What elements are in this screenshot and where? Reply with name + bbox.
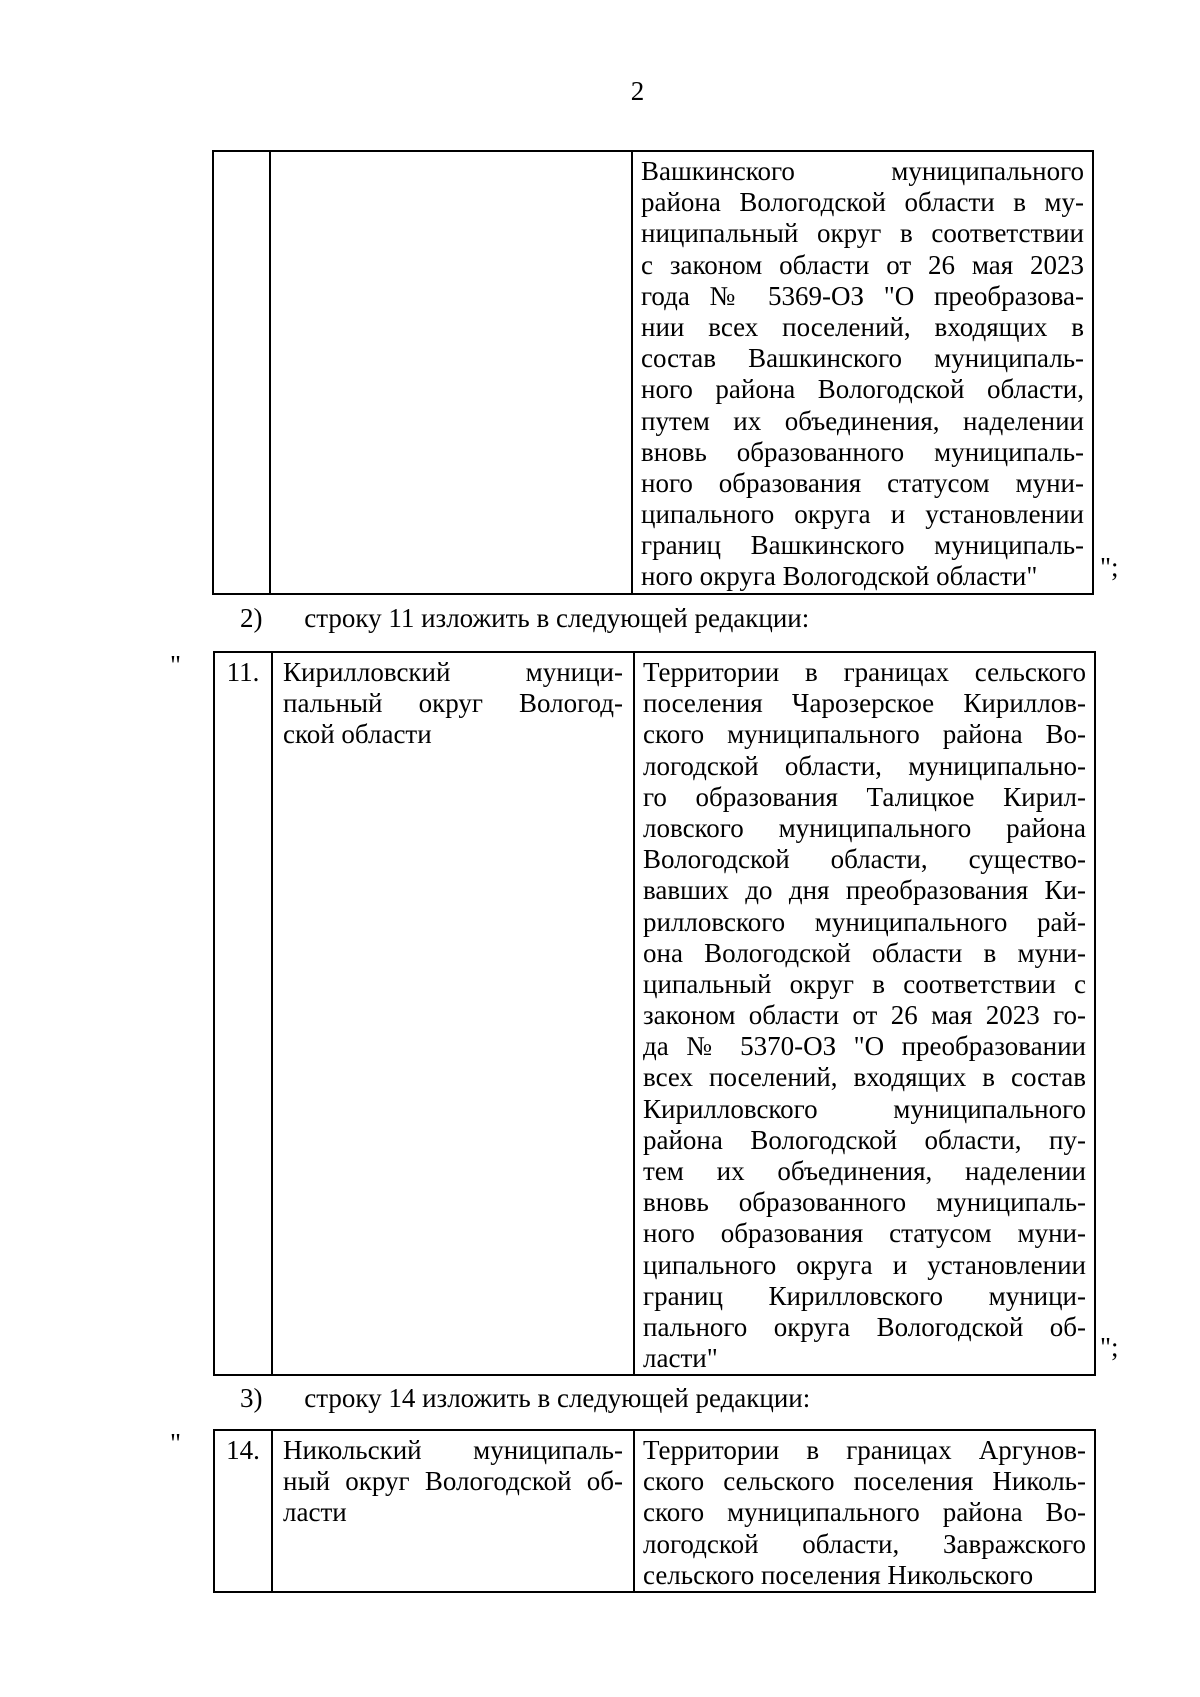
table-row-14 xyxy=(213,1429,1096,1593)
opening-quote-mark: " xyxy=(170,650,182,680)
text-line: ципального округа и установлении xyxy=(643,1249,1086,1280)
territory-description-text xyxy=(643,657,1086,1374)
territory-description-cell xyxy=(634,652,1095,1375)
row-number-cell xyxy=(213,151,270,594)
text-line: пальный округ Вологод- xyxy=(283,688,623,719)
text-line: Территории в границах Аргунов- xyxy=(643,1435,1086,1465)
municipality-name-text xyxy=(283,657,623,751)
municipality-name-cell xyxy=(272,652,634,1375)
text-line: ципального округа и установлении xyxy=(641,499,1084,530)
text-line: границ Вашкинского муниципаль- xyxy=(641,530,1084,561)
text-line: ского муниципального района Во- xyxy=(643,1497,1086,1528)
text-line: Никольский муниципаль- xyxy=(283,1435,623,1465)
text-line: ного образования статусом муни- xyxy=(643,1218,1086,1249)
text-line: вновь образованного муниципаль- xyxy=(641,436,1084,467)
amendment-item-2 xyxy=(240,603,809,634)
text-line: Кирилловский муници- xyxy=(283,657,623,687)
text-line: ласти" xyxy=(643,1343,718,1374)
text-line: путем их объединения, наделении xyxy=(641,405,1084,436)
territory-description-text xyxy=(643,1435,1086,1591)
amendment-item-3 xyxy=(240,1383,810,1414)
text-line: она Вологодской области в муни- xyxy=(643,937,1086,968)
text-line: тем их объединения, наделении xyxy=(643,1156,1086,1186)
municipality-name-cell xyxy=(272,1430,634,1592)
territory-description-text xyxy=(641,156,1084,593)
text-line: ный округ Вологодской об- xyxy=(283,1466,623,1497)
text-line: вновь образованного муниципаль- xyxy=(643,1187,1086,1218)
row-number-cell xyxy=(214,652,272,1375)
text-line: ского сельского поселения Николь- xyxy=(643,1466,1086,1497)
territory-description-cell xyxy=(632,151,1093,594)
text-line: нии всех поселений, входящих в xyxy=(641,311,1084,342)
text-line: вавших до дня преобразования Ки- xyxy=(643,875,1086,906)
text-line: ловского муниципального района xyxy=(643,812,1086,843)
closing-quote-mark: "; xyxy=(1100,552,1119,582)
territory-description-cell xyxy=(634,1430,1095,1592)
text-line: рилловского муниципального рай- xyxy=(643,906,1086,937)
opening-quote-mark: " xyxy=(170,1428,182,1458)
text-line: да № 5370-ОЗ "О преобразовании xyxy=(643,1031,1086,1062)
text-line: сельского поселения Никольского xyxy=(643,1559,1034,1590)
text-line: пального округа Вологодской об- xyxy=(643,1311,1086,1342)
text-line: законом области от 26 мая 2023 го- xyxy=(643,1000,1086,1031)
text-line: логодской области, муниципально- xyxy=(643,750,1086,781)
municipality-name-cell xyxy=(270,151,632,594)
item-number: 3) xyxy=(240,1383,263,1413)
text-line: ципальный округ в соответствии с xyxy=(643,968,1086,999)
item-number: 2) xyxy=(240,603,263,633)
text-line: ного образования статусом муни- xyxy=(641,467,1084,498)
text-line: ного района Вологодской области, xyxy=(641,374,1084,405)
page-number: 2 xyxy=(630,76,645,106)
text-line: Территории в границах сельского xyxy=(643,657,1086,687)
text-line: Вологодской области, существо- xyxy=(643,844,1086,875)
table-row-11 xyxy=(213,651,1096,1376)
row-number-cell xyxy=(214,1430,272,1592)
text-line: района Вологодской области в му- xyxy=(641,187,1084,218)
municipality-name-text xyxy=(283,1435,623,1529)
text-line: состав Вашкинского муниципаль- xyxy=(641,343,1084,374)
text-line: го образования Талицкое Кирил- xyxy=(643,781,1086,812)
row-number: 14. xyxy=(226,1435,260,1465)
text-line: ской области xyxy=(283,719,432,750)
text-line: с законом области от 26 мая 2023 xyxy=(641,249,1084,280)
text-line: года № 5369-ОЗ "О преобразова- xyxy=(641,280,1084,311)
table-row-continuation xyxy=(212,150,1094,595)
row-number: 11. xyxy=(226,657,260,687)
item-text: строку 14 изложить в следующей редакции: xyxy=(304,1383,811,1413)
text-line: ласти xyxy=(283,1497,347,1528)
text-line: района Вологодской области, пу- xyxy=(643,1124,1086,1155)
text-line: всех поселений, входящих в состав xyxy=(643,1062,1086,1093)
text-line: границ Кирилловского муници- xyxy=(643,1280,1086,1311)
text-line: логодской области, Завражского xyxy=(643,1528,1086,1559)
text-line: Вашкинского муниципального xyxy=(641,156,1084,186)
text-line: Кирилловского муниципального xyxy=(643,1093,1086,1124)
closing-quote-mark: "; xyxy=(1100,1332,1119,1362)
text-line: поселения Чарозерское Кириллов- xyxy=(643,688,1086,719)
item-text: строку 11 изложить в следующей редакции: xyxy=(304,603,810,633)
text-line: ского муниципального района Во- xyxy=(643,719,1086,750)
text-line: ниципальный округ в соответствии xyxy=(641,218,1084,249)
text-line: ного округа Вологодской области" xyxy=(641,561,1038,592)
